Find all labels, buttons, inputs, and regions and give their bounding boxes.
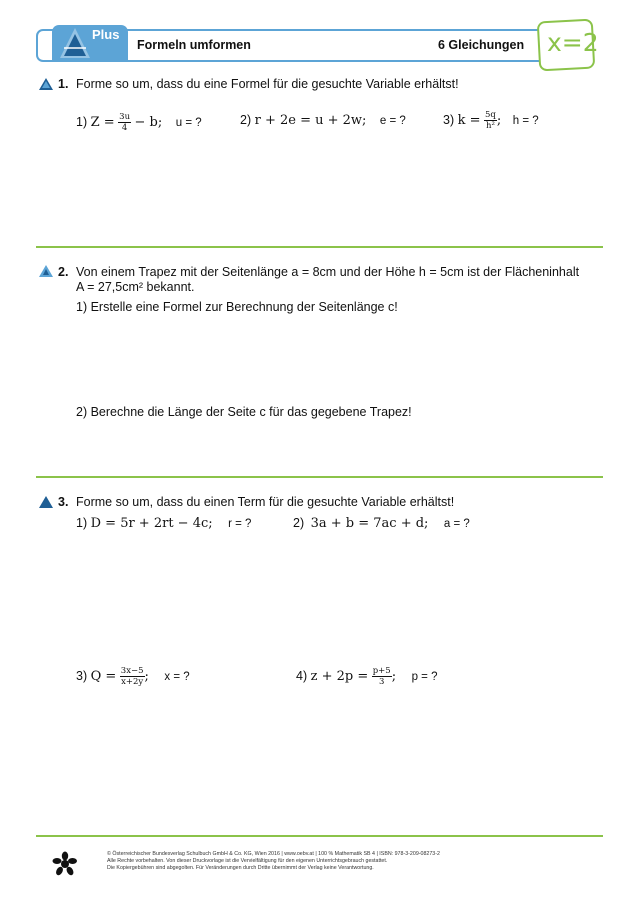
fraction [118, 112, 131, 133]
task3-item-2 [293, 516, 470, 531]
item-label: 4) [296, 668, 308, 683]
formula-lhs: Z = [90, 114, 115, 130]
difficulty-triangle-icon [38, 264, 54, 278]
formula-rhs: − b; [134, 114, 163, 130]
section-divider [36, 835, 603, 837]
task-instruction: Forme so um, dass du eine Formel für die gesuchte Variable erhältst! [76, 77, 459, 91]
fraction [484, 110, 497, 131]
triangle-logo-icon [58, 24, 92, 60]
subtask-2: 2) Berechne die Länge der Seite c für das gegebene Trapez! [76, 405, 412, 419]
item-label: 3) [76, 668, 88, 683]
task-instruction-line1: Von einem Trapez mit der Seitenlänge a = 8cm und der Höhe h = 5cm ist der Flächeninhalt [76, 265, 580, 279]
task-instruction-line2: A = 27,5cm² bekannt. [76, 280, 195, 294]
formula-lhs: k = [457, 112, 481, 128]
item-label: 1) [76, 114, 88, 129]
formula: r + 2e = u + 2w; [254, 113, 367, 128]
footer-copyright: © Österreichischer Bundesverlag Schulbuch GmbH & Co. KG, Wien 2016 | www.oebv.at | 100 % Mathematik SB 4 | ISBN: 978-3-209-08273-2 [107, 851, 440, 857]
fraction-denominator: 3 [379, 677, 385, 687]
fraction-denominator: 4 [121, 123, 128, 133]
fraction [120, 666, 145, 687]
formula-rhs: ; [496, 112, 502, 128]
target-variable: p = ? [411, 670, 438, 683]
target-variable: h = ? [512, 114, 539, 127]
corner-badge-label: x=2 [547, 28, 599, 57]
target-variable: e = ? [379, 115, 406, 127]
task-number: 1. [58, 77, 69, 91]
task3-item-1 [76, 516, 251, 531]
task1-item-2 [240, 113, 406, 128]
target-variable: r = ? [228, 518, 252, 530]
task-instruction: Forme so um, dass du einen Term für die gesuchte Variable erhältst! [76, 495, 455, 509]
fraction-numerator: 3u [119, 112, 131, 122]
plus-badge-label: Plus [92, 27, 120, 42]
formula: D = 5r + 2rt − 4c; [90, 516, 213, 531]
formula-lhs: z + 2p = [310, 668, 369, 684]
fraction-numerator: 3x−5 [120, 666, 144, 676]
item-label: 2) [293, 516, 305, 530]
difficulty-triangle-icon [38, 77, 54, 91]
task1-item-3 [443, 110, 539, 131]
fraction [372, 666, 392, 687]
task3-item-3 [76, 666, 190, 687]
task-number: 2. [58, 265, 69, 279]
fraction-denominator: h² [485, 121, 495, 131]
difficulty-triangle-icon [38, 495, 54, 509]
subtask-1: 1) Erstelle eine Formel zur Berechnung der Seitenlänge c! [76, 300, 398, 314]
item-label: 3) [443, 112, 455, 127]
target-variable: u = ? [175, 116, 202, 129]
task1-item-1 [76, 112, 202, 133]
publisher-logo-icon [52, 851, 78, 877]
task3-item-4 [296, 666, 437, 687]
formula-rhs: ; [144, 668, 149, 684]
page-title: Formeln umformen [137, 38, 251, 52]
item-label: 1) [76, 516, 88, 530]
task-number: 3. [58, 495, 69, 509]
formula: 3a + b = 7ac + d; [310, 516, 429, 531]
section-divider [36, 476, 603, 478]
chapter-label: 6 Gleichungen [438, 38, 525, 52]
footer-rights: Alle Rechte vorbehalten. Von dieser Druckvorlage ist die Vervielfältigung für den eigenen Unterrichtsgebrauch gestattet. [107, 858, 388, 864]
formula-lhs: Q = [90, 668, 117, 684]
target-variable: a = ? [443, 518, 470, 530]
item-label: 2) [240, 113, 252, 127]
fraction-denominator: x+2y [121, 677, 144, 687]
fraction-numerator: p+5 [372, 666, 391, 676]
section-divider [36, 246, 603, 248]
footer-liability: Die Kopiergebühren sind abgegolten. Für Veränderungen durch Dritte übernimmt der Verlag keine Verantwortung. [107, 865, 374, 871]
target-variable: x = ? [164, 670, 190, 683]
fraction-numerator: 5q [485, 110, 496, 120]
formula-rhs: ; [391, 668, 397, 684]
